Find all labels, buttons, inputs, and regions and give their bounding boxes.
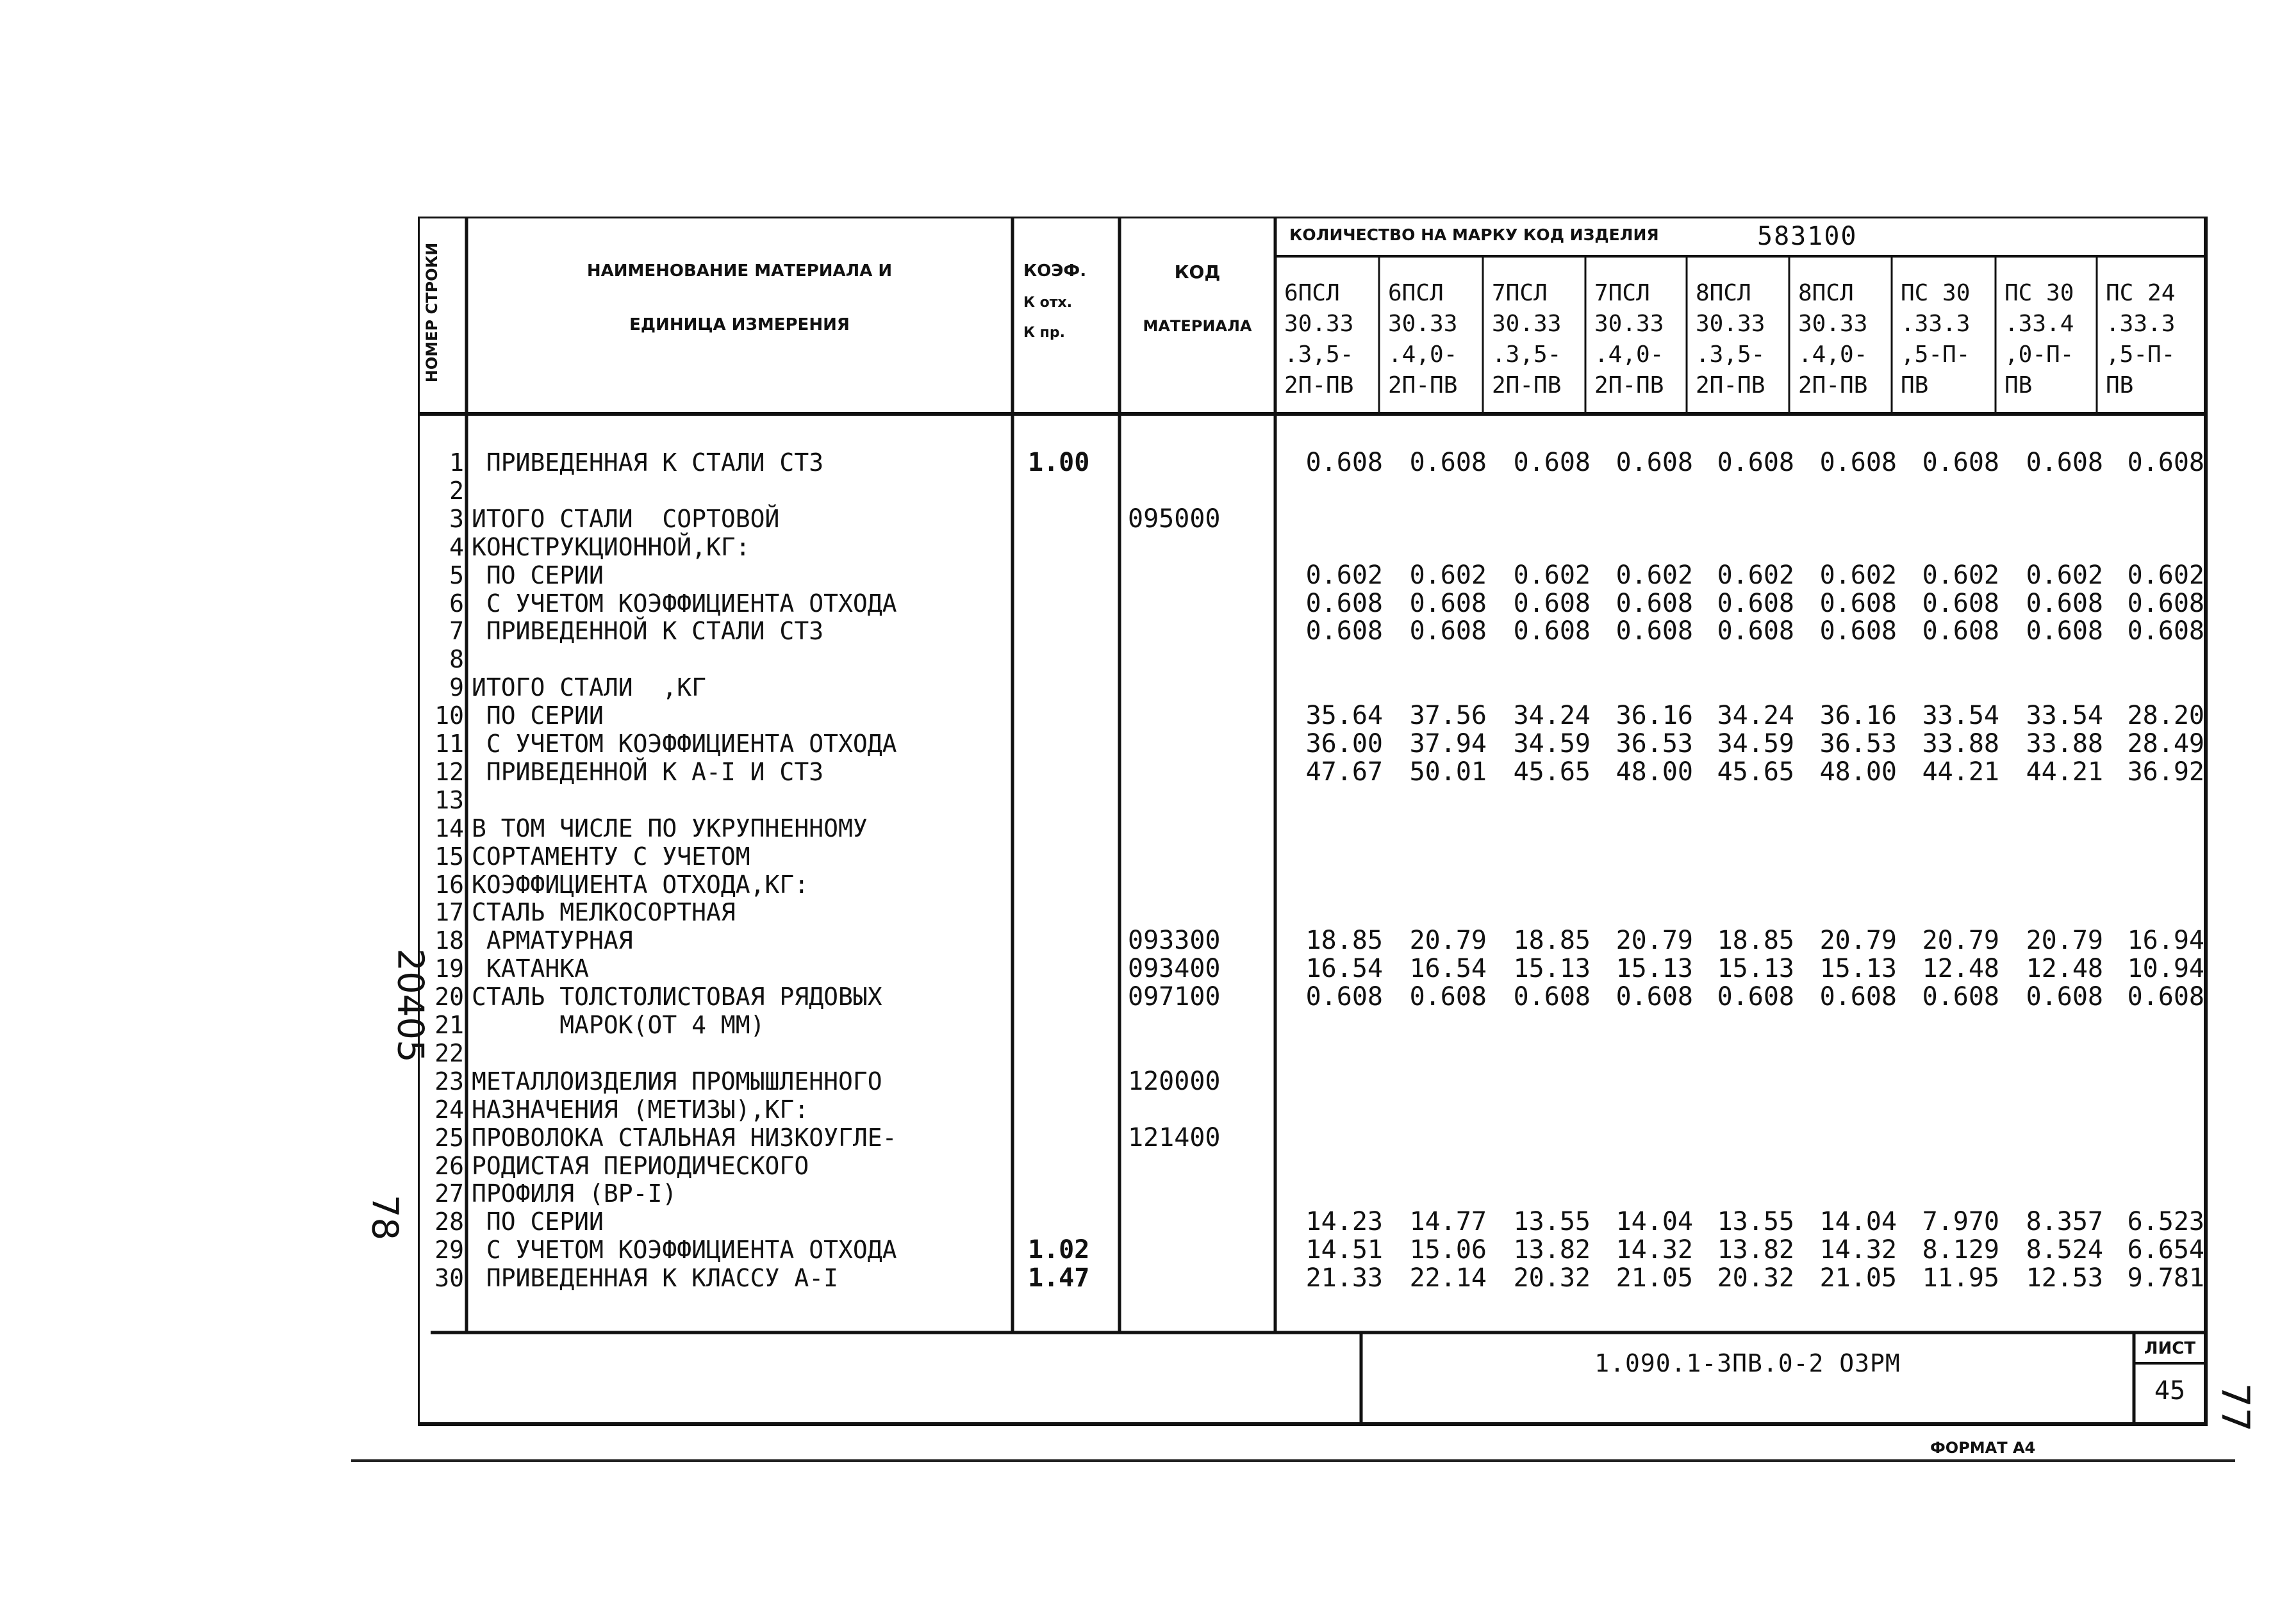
material-name: НАЗНАЧЕНИЯ (МЕТИЗЫ),КГ: bbox=[472, 1095, 809, 1124]
product-column-header-line: .4,0- bbox=[1388, 341, 1458, 368]
quantity-value: 34.24 bbox=[1513, 701, 1591, 731]
product-column-header-line: .4,0- bbox=[1594, 341, 1664, 368]
sheet-number: 45 bbox=[2154, 1376, 2186, 1406]
product-column-header-line: 6ПСЛ bbox=[1388, 280, 1444, 306]
quantity-value: 34.59 bbox=[1513, 729, 1591, 759]
material-name: ПРИВЕДЕННАЯ К КЛАССУ А-I bbox=[472, 1264, 838, 1293]
product-column-header bbox=[1696, 278, 1792, 401]
quantity-value: 36.53 bbox=[1616, 729, 1693, 759]
row-number: 4 bbox=[449, 532, 464, 561]
product-column-header-line: 30.33 bbox=[1798, 311, 1868, 337]
quantity-value: 37.94 bbox=[1409, 729, 1487, 759]
row-number: 30 bbox=[434, 1264, 464, 1293]
sheet-label: ЛИСТ bbox=[2144, 1339, 2196, 1358]
quantity-value: 0.602 bbox=[1819, 560, 1897, 590]
quantity-value: 0.608 bbox=[1409, 616, 1487, 646]
quantity-value: 0.608 bbox=[1922, 448, 1999, 477]
quantity-value: 15.13 bbox=[1616, 954, 1693, 984]
quantity-value: 18.85 bbox=[1305, 926, 1383, 956]
quantity-value: 13.82 bbox=[1717, 1235, 1794, 1265]
row-number: 7 bbox=[449, 617, 464, 646]
material-name: ПРИВЕДЕННОЙ К А-I И СТЗ bbox=[472, 757, 824, 786]
table-frame bbox=[418, 217, 2209, 1427]
material-name: ПРОВОЛОКА СТАЛЬНАЯ НИЗКОУГЛЕ- bbox=[472, 1123, 897, 1152]
material-name: КАТАНКА bbox=[472, 955, 590, 983]
row-number: 1 bbox=[449, 448, 464, 477]
row-number: 28 bbox=[434, 1208, 464, 1236]
quantity-value: 48.00 bbox=[1819, 757, 1897, 787]
row-number: 5 bbox=[449, 561, 464, 589]
coefficient-value: 1.00 bbox=[1028, 448, 1090, 477]
quantity-value: 20.32 bbox=[1513, 1263, 1591, 1293]
quantity-value: 0.608 bbox=[1409, 448, 1487, 477]
quantity-value: 14.23 bbox=[1305, 1207, 1383, 1237]
quantity-value: 44.21 bbox=[1922, 757, 1999, 787]
material-name: КОНСТРУКЦИОННОЙ,КГ: bbox=[472, 532, 750, 561]
format-label: ФОРМАТ А4 bbox=[1930, 1439, 2036, 1457]
quantity-value: 0.608 bbox=[2127, 616, 2204, 646]
material-name: МАРОК(ОТ 4 ММ) bbox=[472, 1011, 765, 1039]
quantity-value: 15.06 bbox=[1409, 1235, 1487, 1265]
quantity-value: 0.602 bbox=[1305, 560, 1383, 590]
quantity-value: 20.79 bbox=[1819, 926, 1897, 956]
quantity-value: 0.608 bbox=[1305, 616, 1383, 646]
material-name: СТАЛЬ МЕЛКОСОРТНАЯ bbox=[472, 898, 736, 927]
inventory-number: 20405 bbox=[389, 948, 431, 1063]
quantity-value: 0.608 bbox=[2127, 448, 2204, 477]
quantity-value: 16.54 bbox=[1305, 954, 1383, 984]
material-name: ИТОГО СТАЛИ СОРТОВОЙ bbox=[472, 504, 780, 533]
quantity-value: 36.92 bbox=[2127, 757, 2204, 787]
quantity-value: 0.608 bbox=[1922, 588, 1999, 618]
quantity-value: 0.608 bbox=[1305, 982, 1383, 1012]
product-column-header-line: ,0-П- bbox=[2004, 341, 2074, 368]
row-number: 24 bbox=[434, 1095, 464, 1124]
quantity-value: 16.94 bbox=[2127, 926, 2204, 956]
quantity-value: 13.55 bbox=[1717, 1207, 1794, 1237]
product-column-header-line: ,5-П- bbox=[1901, 341, 1971, 368]
quantity-value: 7.970 bbox=[1922, 1207, 1999, 1237]
quantity-value: 0.608 bbox=[1717, 616, 1794, 646]
row-number: 11 bbox=[434, 730, 464, 758]
quantity-value: 34.24 bbox=[1717, 701, 1794, 731]
material-name: ПРИВЕДЕННАЯ К СТАЛИ СТЗ bbox=[472, 448, 824, 477]
product-column-header bbox=[1388, 278, 1484, 401]
quantity-value: 0.608 bbox=[1616, 982, 1693, 1012]
quantity-value: 33.54 bbox=[2026, 701, 2103, 731]
material-code: 120000 bbox=[1128, 1066, 1221, 1096]
quantity-value: 45.65 bbox=[1513, 757, 1591, 787]
quantity-value: 0.608 bbox=[2127, 982, 2204, 1012]
quantity-value: 28.20 bbox=[2127, 701, 2204, 731]
quantity-value: 8.357 bbox=[2026, 1207, 2103, 1237]
quantity-value: 33.88 bbox=[2026, 729, 2103, 759]
material-name: ПО СЕРИИ bbox=[472, 701, 604, 730]
quantity-value: 0.602 bbox=[1513, 560, 1591, 590]
product-column-header-line: 8ПСЛ bbox=[1696, 280, 1751, 306]
quantity-value: 0.608 bbox=[1717, 448, 1794, 477]
quantity-value: 20.79 bbox=[1922, 926, 1999, 956]
material-name: СТАЛЬ ТОЛСТОЛИСТОВАЯ РЯДОВЫХ bbox=[472, 983, 882, 1012]
product-column-header-line: 7ПСЛ bbox=[1492, 280, 1548, 306]
product-column-header-line: 6ПСЛ bbox=[1284, 280, 1340, 306]
row-number: 2 bbox=[449, 476, 464, 505]
row-number: 18 bbox=[434, 926, 464, 955]
quantity-value: 21.05 bbox=[1616, 1263, 1693, 1293]
material-name: ПО СЕРИИ bbox=[472, 561, 604, 589]
quantity-value: 34.59 bbox=[1717, 729, 1794, 759]
quantity-value: 13.55 bbox=[1513, 1207, 1591, 1237]
row-number: 12 bbox=[434, 757, 464, 786]
material-code-header-line2: МАТЕРИАЛА bbox=[1143, 317, 1252, 335]
quantity-value: 28.49 bbox=[2127, 729, 2204, 759]
quantity-value: 12.48 bbox=[1922, 954, 1999, 984]
quantity-value: 21.05 bbox=[1819, 1263, 1897, 1293]
quantity-value: 0.608 bbox=[1409, 588, 1487, 618]
material-name: АРМАТУРНАЯ bbox=[472, 926, 633, 955]
quantity-value: 11.95 bbox=[1922, 1263, 1999, 1293]
row-number: 8 bbox=[449, 645, 464, 674]
row-number: 14 bbox=[434, 814, 464, 842]
quantity-value: 0.608 bbox=[1513, 982, 1591, 1012]
quantity-value: 33.54 bbox=[1922, 701, 1999, 731]
product-column-header-line: ,5-П- bbox=[2106, 341, 2176, 368]
quantity-value: 13.82 bbox=[1513, 1235, 1591, 1265]
document-code: 1.090.1-3ПВ.0-2 ОЗРМ bbox=[1594, 1349, 1901, 1377]
product-column-header-line: .33.3 bbox=[2106, 311, 2176, 337]
material-code: 097100 bbox=[1128, 982, 1221, 1012]
material-name: РОДИСТАЯ ПЕРИОДИЧЕСКОГО bbox=[472, 1151, 809, 1180]
quantity-value: 14.32 bbox=[1819, 1235, 1897, 1265]
product-column-header bbox=[2106, 278, 2202, 401]
coefficient-header-line3: К пр. bbox=[1023, 325, 1065, 341]
quantity-value: 0.608 bbox=[1305, 588, 1383, 618]
row-number: 21 bbox=[434, 1011, 464, 1039]
material-name: С УЧЕТОМ КОЭФФИЦИЕНТА ОТХОДА bbox=[472, 1236, 897, 1265]
material-name: ПО СЕРИИ bbox=[472, 1208, 604, 1236]
product-column-header-line: .33.3 bbox=[1901, 311, 1971, 337]
material-name-header-line1: НАИМЕНОВАНИЕ МАТЕРИАЛА И bbox=[586, 261, 893, 281]
product-column-header-line: 30.33 bbox=[1696, 311, 1765, 337]
quantity-value: 14.04 bbox=[1819, 1207, 1897, 1237]
row-number: 27 bbox=[434, 1179, 464, 1208]
material-code: 121400 bbox=[1128, 1122, 1221, 1152]
quantity-value: 36.16 bbox=[1819, 701, 1897, 731]
quantity-value: 21.33 bbox=[1305, 1263, 1383, 1293]
row-number: 16 bbox=[434, 870, 464, 899]
quantity-value: 36.53 bbox=[1819, 729, 1897, 759]
row-number: 13 bbox=[434, 785, 464, 814]
quantity-value: 0.608 bbox=[1819, 982, 1897, 1012]
quantity-value: 0.602 bbox=[1717, 560, 1794, 590]
quantity-value: 50.01 bbox=[1409, 757, 1487, 787]
coefficient-header bbox=[1023, 261, 1113, 341]
row-number: 23 bbox=[434, 1067, 464, 1095]
material-name-header-line2: ЕДИНИЦА ИЗМЕРЕНИЯ bbox=[629, 315, 850, 334]
product-column-header-line: ПС 24 bbox=[2106, 280, 2176, 306]
product-column-header-line: ПВ bbox=[2106, 372, 2134, 398]
quantity-value: 20.32 bbox=[1717, 1263, 1794, 1293]
product-column-header-line: .33.4 bbox=[2004, 311, 2074, 337]
row-number: 25 bbox=[434, 1123, 464, 1152]
product-code: 583100 bbox=[1757, 222, 1858, 251]
product-column-header-line: ПС 30 bbox=[2004, 280, 2074, 306]
product-column-header-line: 30.33 bbox=[1284, 311, 1354, 337]
quantity-value: 0.608 bbox=[2127, 588, 2204, 618]
quantity-value: 0.602 bbox=[2127, 560, 2204, 590]
quantity-value: 8.129 bbox=[1922, 1235, 1999, 1265]
product-column-header-line: 2П-ПВ bbox=[1696, 372, 1765, 398]
product-column-header bbox=[1798, 278, 1894, 401]
quantity-value: 14.04 bbox=[1616, 1207, 1693, 1237]
quantity-value: 0.602 bbox=[1409, 560, 1487, 590]
row-number: 17 bbox=[434, 898, 464, 927]
quantity-value: 14.77 bbox=[1409, 1207, 1487, 1237]
quantity-value: 12.53 bbox=[2026, 1263, 2103, 1293]
product-column-header-line: 2П-ПВ bbox=[1284, 372, 1354, 398]
quantity-value: 0.608 bbox=[1513, 588, 1591, 618]
material-name: КОЭФФИЦИЕНТА ОТХОДА,КГ: bbox=[472, 870, 809, 899]
quantity-value: 35.64 bbox=[1305, 701, 1383, 731]
quantity-value: 37.56 bbox=[1409, 701, 1487, 731]
coefficient-header-line1: КОЭФ. bbox=[1023, 261, 1087, 281]
quantity-value: 18.85 bbox=[1717, 926, 1794, 956]
quantity-value: 0.602 bbox=[1616, 560, 1693, 590]
quantity-value: 9.781 bbox=[2127, 1263, 2204, 1293]
product-column-header-line: 2П-ПВ bbox=[1594, 372, 1664, 398]
quantity-value: 0.608 bbox=[2026, 982, 2103, 1012]
product-column-header bbox=[1492, 278, 1588, 401]
product-column-header-line: .4,0- bbox=[1798, 341, 1868, 368]
right-page-number: 77 bbox=[2213, 1382, 2258, 1432]
quantity-value: 0.608 bbox=[1305, 448, 1383, 477]
material-code: 093300 bbox=[1128, 926, 1221, 956]
product-column-header-line: 30.33 bbox=[1492, 311, 1562, 337]
quantity-value: 0.608 bbox=[1819, 616, 1897, 646]
row-number: 10 bbox=[434, 701, 464, 730]
row-number-header: НОМЕР СТРОКИ bbox=[423, 242, 441, 383]
quantity-value: 0.608 bbox=[1922, 982, 1999, 1012]
quantity-value: 33.88 bbox=[1922, 729, 1999, 759]
material-code-header-line1: КОД bbox=[1174, 261, 1221, 283]
product-column-header bbox=[1284, 278, 1380, 401]
product-column-header bbox=[2004, 278, 2101, 401]
quantity-value: 14.51 bbox=[1305, 1235, 1383, 1265]
row-number: 9 bbox=[449, 673, 464, 702]
quantity-value: 36.00 bbox=[1305, 729, 1383, 759]
material-name: ИТОГО СТАЛИ ,КГ bbox=[472, 673, 707, 702]
quantity-value: 0.608 bbox=[1513, 448, 1591, 477]
material-name-header bbox=[467, 261, 1013, 334]
quantity-value: 48.00 bbox=[1616, 757, 1693, 787]
quantity-value: 12.48 bbox=[2026, 954, 2103, 984]
quantity-value: 18.85 bbox=[1513, 926, 1591, 956]
product-column-header-line: ПС 30 bbox=[1901, 280, 1971, 306]
quantity-value: 20.79 bbox=[2026, 926, 2103, 956]
material-name: С УЧЕТОМ КОЭФФИЦИЕНТА ОТХОДА bbox=[472, 589, 897, 618]
row-number: 22 bbox=[434, 1038, 464, 1067]
quantity-value: 0.608 bbox=[1513, 616, 1591, 646]
material-name: В ТОМ ЧИСЛЕ ПО УКРУПНЕННОМУ bbox=[472, 814, 868, 842]
material-code: 093400 bbox=[1128, 954, 1221, 984]
quantity-value: 20.79 bbox=[1616, 926, 1693, 956]
product-column-header-line: 2П-ПВ bbox=[1388, 372, 1458, 398]
material-name: С УЧЕТОМ КОЭФФИЦИЕНТА ОТХОДА bbox=[472, 730, 897, 758]
row-number: 6 bbox=[449, 589, 464, 618]
product-column-header-line: ПВ bbox=[1901, 372, 1929, 398]
quantity-value: 0.608 bbox=[2026, 616, 2103, 646]
left-page-number: 78 bbox=[363, 1194, 406, 1241]
quantity-value: 45.65 bbox=[1717, 757, 1794, 787]
row-number: 29 bbox=[434, 1236, 464, 1265]
quantity-value: 0.608 bbox=[1922, 616, 1999, 646]
quantity-value: 36.16 bbox=[1616, 701, 1693, 731]
material-name: ПРИВЕДЕННОЙ К СТАЛИ СТЗ bbox=[472, 617, 824, 646]
product-column-header bbox=[1594, 278, 1690, 401]
product-column-header-line: ПВ bbox=[2004, 372, 2033, 398]
material-name: МЕТАЛЛОИЗДЕЛИЯ ПРОМЫШЛЕННОГО bbox=[472, 1067, 882, 1095]
product-column-header-line: 30.33 bbox=[1594, 311, 1664, 337]
product-column-header-line: 2П-ПВ bbox=[1798, 372, 1868, 398]
quantity-value: 0.602 bbox=[2026, 560, 2103, 590]
product-column-header bbox=[1901, 278, 1997, 401]
coefficient-value: 1.47 bbox=[1028, 1263, 1090, 1293]
product-column-header-line: 2П-ПВ bbox=[1492, 372, 1562, 398]
row-number: 19 bbox=[434, 955, 464, 983]
quantity-value: 0.608 bbox=[1616, 588, 1693, 618]
quantity-header bbox=[1289, 222, 2199, 254]
product-column-header-line: .3,5- bbox=[1696, 341, 1765, 368]
material-name: ПРОФИЛЯ (ВР-I) bbox=[472, 1179, 677, 1208]
row-number: 15 bbox=[434, 842, 464, 871]
quantity-value: 0.608 bbox=[1819, 448, 1897, 477]
product-column-header-line: 30.33 bbox=[1388, 311, 1458, 337]
bottom-rule bbox=[351, 1459, 2235, 1462]
quantity-value: 10.94 bbox=[2127, 954, 2204, 984]
quantity-value: 47.67 bbox=[1305, 757, 1383, 787]
quantity-value: 14.32 bbox=[1616, 1235, 1693, 1265]
quantity-value: 0.608 bbox=[2026, 588, 2103, 618]
quantity-value: 0.608 bbox=[1616, 448, 1693, 477]
material-name: СОРТАМЕНТУ С УЧЕТОМ bbox=[472, 842, 750, 871]
material-code-header bbox=[1120, 261, 1275, 335]
quantity-value: 16.54 bbox=[1409, 954, 1487, 984]
quantity-value: 8.524 bbox=[2026, 1235, 2103, 1265]
quantity-value: 22.14 bbox=[1409, 1263, 1487, 1293]
product-column-header-line: 8ПСЛ bbox=[1798, 280, 1854, 306]
quantity-value: 0.608 bbox=[1717, 982, 1794, 1012]
quantity-value: 6.523 bbox=[2127, 1207, 2204, 1237]
product-column-header-line: .3,5- bbox=[1492, 341, 1562, 368]
quantity-value: 0.608 bbox=[1616, 616, 1693, 646]
material-code: 095000 bbox=[1128, 504, 1221, 534]
quantity-value: 0.602 bbox=[1922, 560, 1999, 590]
quantity-value: 15.13 bbox=[1513, 954, 1591, 984]
coefficient-header-line2: К отх. bbox=[1023, 295, 1073, 311]
quantity-header-label: КОЛИЧЕСТВО НА МАРКУ КОД ИЗДЕЛИЯ bbox=[1289, 226, 1659, 244]
quantity-value: 15.13 bbox=[1717, 954, 1794, 984]
quantity-value: 0.608 bbox=[2026, 448, 2103, 477]
coefficient-value: 1.02 bbox=[1028, 1235, 1090, 1265]
row-number: 26 bbox=[434, 1151, 464, 1180]
row-number: 3 bbox=[449, 504, 464, 533]
quantity-value: 0.608 bbox=[1717, 588, 1794, 618]
quantity-value: 0.608 bbox=[1409, 982, 1487, 1012]
quantity-value: 15.13 bbox=[1819, 954, 1897, 984]
quantity-value: 0.608 bbox=[1819, 588, 1897, 618]
quantity-value: 44.21 bbox=[2026, 757, 2103, 787]
product-column-header-line: 7ПСЛ bbox=[1594, 280, 1650, 306]
quantity-value: 6.654 bbox=[2127, 1235, 2204, 1265]
quantity-value: 20.79 bbox=[1409, 926, 1487, 956]
product-column-header-line: .3,5- bbox=[1284, 341, 1354, 368]
row-number: 20 bbox=[434, 983, 464, 1012]
